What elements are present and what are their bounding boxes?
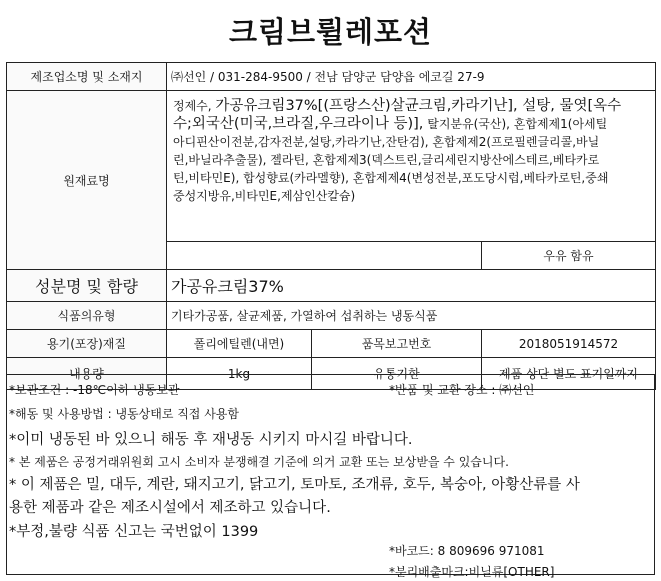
- notes-box: [6, 374, 655, 579]
- manufacturer-label: 제조업소명 및 소재지: [7, 63, 167, 91]
- packaging-label: 용기(포장)재질: [7, 330, 167, 358]
- packaging-row: [7, 330, 656, 358]
- ingredients-line2-a: 수;외국산(미국,브라질,우크라이나 등)],: [173, 116, 424, 132]
- report-note: *부정,불량 식품 신고는 국번없이 1399: [9, 524, 259, 540]
- ingredients-line3: 아디핀산이전분,감자전분,설탕,카라기난,잔탄검), 혼합제제2(프로필렌글리콜,바닐: [173, 135, 600, 149]
- report-number-value: 2018051914572: [482, 330, 656, 358]
- allergy-note-line2: 용한 제품과 같은 제조시설에서 제조하고 있습니다.: [9, 500, 331, 516]
- quantity-value: 1kg: [167, 358, 312, 390]
- exchange-note: *반품 및 교환 장소 : ㈜선인: [389, 383, 535, 397]
- ingredients-line6: 중성지방유,비타민E,제삼인산칼슘): [173, 189, 356, 203]
- ingredients-line4: 린,바닐라추출물), 젤라틴, 혼합제제3(덱스트린,글리세린지방산에스테르,베타카로: [173, 153, 600, 167]
- ingredients-line2-b: 탈지분유(국산), 혼합제제1(아세틸: [423, 117, 608, 131]
- storage-note: *보관조건 : -18℃이하 냉동보관: [9, 383, 180, 397]
- packaging-value: 폴리에틸렌(내면): [167, 330, 312, 358]
- recycle-note: *분리배출마크:비닐류[OTHER]: [389, 565, 555, 579]
- ingredients-line1-c: [(프랑스산)살균크림,카라기난], 설탕, 물엿[옥수: [317, 98, 622, 114]
- compensation-note: * 본 제품은 공정거래위원회 고시 소비자 분쟁해결 기준에 의거 교환 또는 보상받을 수 있습니다.: [9, 455, 509, 469]
- expiry-label: 유통기한: [312, 358, 482, 390]
- thaw-note: *해동 및 사용방법 : 냉동상태로 직접 사용함: [9, 407, 239, 421]
- ingredients-label: 원재료명: [7, 91, 167, 270]
- product-info-table: [6, 62, 656, 390]
- composition-value: 가공유크림37%: [167, 270, 656, 302]
- expiry-value: 제품 상단 별도 표기일까지: [482, 358, 656, 390]
- composition-row: [7, 270, 656, 302]
- manufacturer-row: [7, 63, 656, 91]
- ingredients-line1-a: 정제수,: [173, 99, 216, 113]
- allergen-spacer: [167, 242, 482, 270]
- product-title: 크림브륄레포션: [228, 15, 433, 49]
- ingredients-line5: 틴,비타민E), 합성향료(카라멜향), 혼합제제4(변성전분,포도당시럽,베타카로틴,중쇄: [173, 171, 609, 185]
- allergen-value: 우유 함유: [482, 242, 656, 270]
- food-type-row: [7, 302, 656, 330]
- quantity-label: 내용량: [7, 358, 167, 390]
- barcode-note: *바코드: 8 809696 971081: [389, 544, 545, 558]
- food-type-value: 기타가공품, 살균제품, 가열하여 섭취하는 냉동식품: [167, 302, 656, 330]
- manufacturer-value: ㈜선인 / 031-284-9500 / 전남 담양군 담양읍 에코길 27-9: [167, 63, 656, 91]
- food-type-label: 식품의유형: [7, 302, 167, 330]
- refreeze-note: *이미 냉동된 바 있으니 해동 후 재냉동 시키지 마시길 바랍니다.: [9, 432, 413, 448]
- report-number-label: 품목보고번호: [312, 330, 482, 358]
- ingredients-line1-b: 가공유크림37%: [215, 98, 318, 114]
- ingredients-text: [171, 91, 651, 207]
- ingredients-cell: [167, 91, 656, 242]
- ingredients-row: [7, 91, 656, 242]
- allergy-note-line1: * 이 제품은 밀, 대두, 계란, 돼지고기, 닭고기, 토마토, 조개류, 호두, 복숭아, 아황산류를 사: [9, 477, 580, 493]
- composition-label: 성분명 및 함량: [7, 270, 167, 302]
